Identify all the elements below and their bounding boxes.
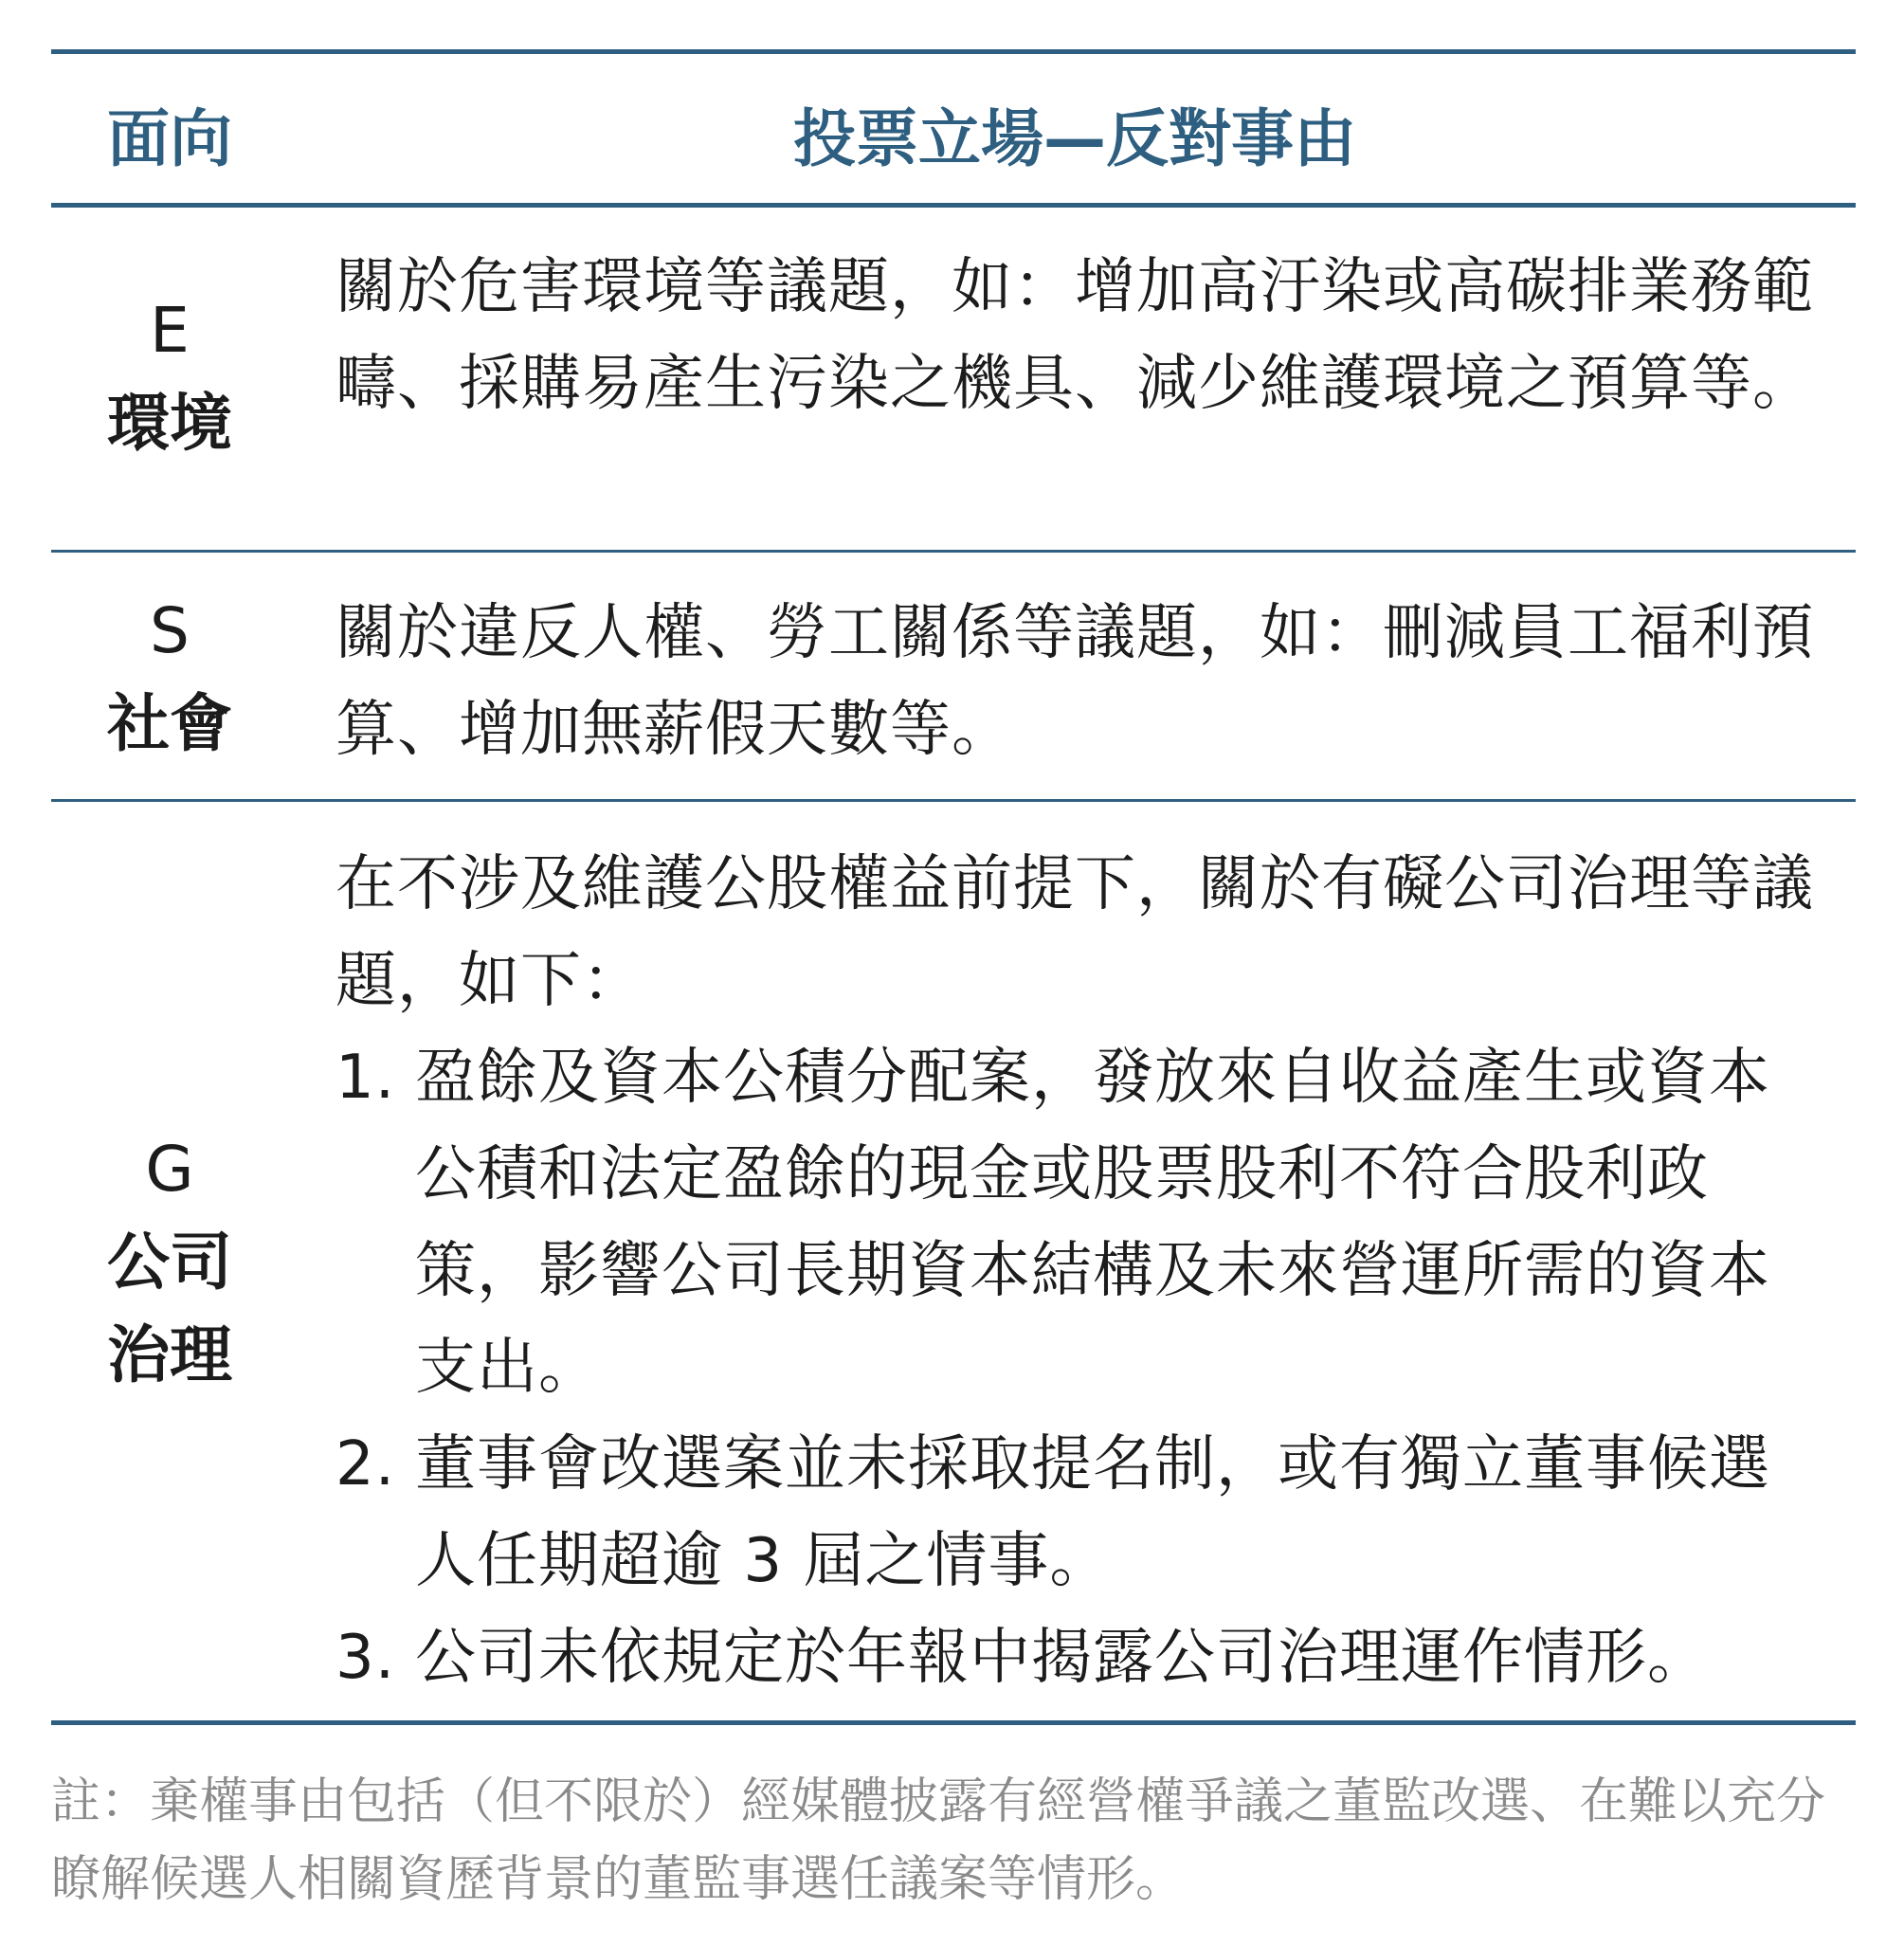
reason-environment — [335, 239, 1814, 432]
footnote — [51, 1763, 1856, 1918]
list-item — [335, 1416, 1814, 1609]
reason-text: 關於危害環境等議題，如：增加高汙染或高碳排業務範疇、採購易產生污染之機具、減少維護環境之預算等。 — [335, 252, 1814, 419]
reason-list — [335, 1029, 1814, 1706]
aspect-name: 環境 — [107, 387, 232, 460]
aspect-code: E — [150, 294, 190, 367]
list-text: 盈餘及資本公積分配案，發放來自收益產生或資本公積和法定盈餘的現金或股票股利不符合股利政策，影響公司長期資本結構及未來營運所需的資本支出。 — [415, 1043, 1770, 1403]
list-number: 1. — [335, 1043, 396, 1113]
list-number: 3. — [335, 1623, 396, 1693]
list-number: 2. — [335, 1429, 396, 1500]
aspect-governance — [51, 1123, 288, 1402]
aspect-name: 公司治理 — [107, 1226, 232, 1391]
aspect-environment — [51, 284, 288, 470]
list-text: 公司未依規定於年報中揭露公司治理運作情形。 — [415, 1623, 1709, 1693]
reason-social — [335, 585, 1814, 778]
footnote-text: 棄權事由包括（但不限於）經媒體披露有經營權爭議之董監改選、在難以充分瞭解候選人相關資歷背景的董監事選任議案等情形。 — [51, 1773, 1826, 1908]
reason-governance — [335, 836, 1814, 1706]
list-text: 董事會改選案並未採取提名制，或有獨立董事候選人任期超逾 3 屆之情事。 — [415, 1429, 1770, 1596]
table-bottom-rule — [51, 1720, 1856, 1725]
table-top-rule — [51, 49, 1856, 54]
footnote-label: 註： — [51, 1773, 151, 1830]
aspect-name: 社會 — [107, 687, 232, 760]
row-divider — [51, 550, 1856, 553]
list-item — [335, 1609, 1814, 1706]
aspect-code: S — [150, 594, 190, 667]
header-aspect: 面向 — [107, 101, 232, 175]
header-voting-position: 投票立場—反對事由 — [793, 101, 1356, 175]
reason-text: 關於違反人權、勞工關係等議題，如：刪減員工福利預算、增加無薪假天數等。 — [335, 598, 1814, 765]
aspect-code: G — [145, 1133, 194, 1206]
header-bottom-rule — [51, 203, 1856, 208]
row-divider — [51, 799, 1856, 802]
aspect-social — [51, 585, 288, 771]
reason-intro: 在不涉及維護公股權益前提下，關於有礙公司治理等議題，如下： — [335, 849, 1814, 1016]
list-item — [335, 1029, 1814, 1416]
